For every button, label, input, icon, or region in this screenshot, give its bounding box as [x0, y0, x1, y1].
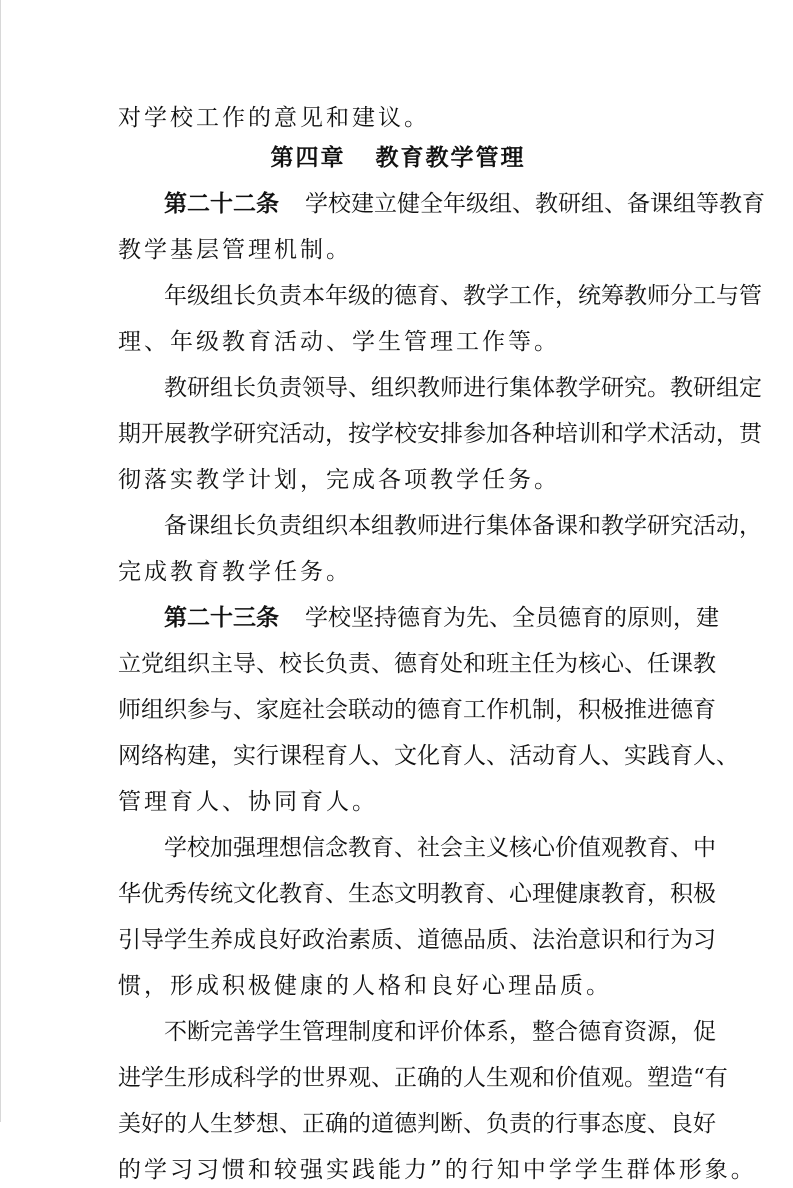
paragraph-line: 教研组长负责领导、组织教师进行集体教学研究。教研组定: [164, 375, 762, 401]
paragraph-line: 华优秀传统文化教育、生态文明教育、心理健康教育，积极: [118, 881, 716, 907]
article-22-text: 学校建立健全年级组、教研组、备课组等教育: [305, 191, 765, 217]
paragraph-line: 管理育人、协同育人。: [118, 789, 378, 815]
article-22-first-line: [118, 186, 765, 222]
paragraph-line: 备课组长负责组织本组教师进行集体备课和教学研究活动，: [164, 513, 762, 539]
article-23-first-line: [118, 600, 719, 636]
paragraph-line: 立党组织主导、校长负责、德育处和班主任为核心、任课教: [118, 651, 716, 677]
chapter-heading: [118, 140, 678, 176]
paragraph-line: 引导学生养成良好政治素质、道德品质、法治意识和行为习: [118, 927, 716, 953]
paragraph-line: 惯，形成积极健康的人格和良好心理品质。: [118, 973, 612, 999]
article-23-label: 第二十三条: [164, 605, 279, 631]
page-edge: [0, 0, 1, 1122]
paragraph-line: 教学基层管理机制。: [118, 237, 352, 263]
paragraph-line: 学校加强理想信念教育、社会主义核心价值观教育、中: [164, 835, 716, 861]
paragraph-line: 不断完善学生管理制度和评价体系，整合德育资源，促: [164, 1019, 716, 1045]
article-22-label: 第二十二条: [164, 191, 279, 217]
paragraph-line: 年级组长负责本年级的德育、教学工作，统筹教师分工与管: [164, 283, 762, 309]
article-23-text: 学校坚持德育为先、全员德育的原则，建: [305, 605, 719, 631]
paragraph-line: 完成教育教学任务。: [118, 559, 352, 585]
paragraph-line: 进学生形成科学的世界观、正确的人生观和价值观。塑造“有: [118, 1065, 728, 1091]
document-body: [118, 100, 765, 1188]
chapter-number: 第四章: [270, 145, 346, 171]
paragraph-line: 的学习习惯和较强实践能力”的行知中学学生群体形象。: [118, 1157, 757, 1183]
paragraph-line: 网络构建，实行课程育人、文化育人、活动育人、实践育人、: [118, 743, 739, 769]
paragraph-line: 师组织参与、家庭社会联动的德育工作机制，积极推进德育: [118, 697, 716, 723]
paragraph-line: 美好的人生梦想、正确的道德判断、负责的行事态度、良好: [118, 1111, 716, 1137]
paragraph-line: 对学校工作的意见和建议。: [118, 105, 430, 131]
paragraph-line: 彻落实教学计划，完成各项教学任务。: [118, 467, 560, 493]
paragraph-line: 期开展教学研究活动，按学校安排参加各种培训和学术活动，贯: [118, 421, 762, 447]
paragraph-line: 理、年级教育活动、学生管理工作等。: [118, 329, 560, 355]
chapter-title: 教育教学管理: [375, 145, 526, 171]
